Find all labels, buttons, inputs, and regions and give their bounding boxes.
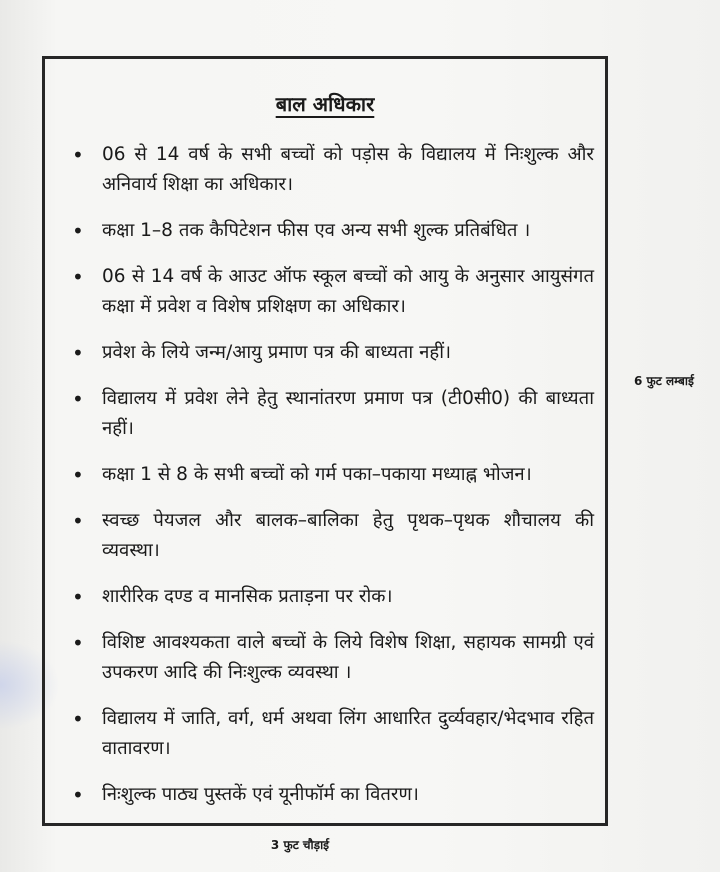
list-item <box>72 780 594 810</box>
bullet-icon: • <box>72 509 84 533</box>
bullet-icon: • <box>72 585 84 609</box>
list-item-text: 06 से 14 वर्ष के आउट ऑफ स्कूल बच्चों को आयु के अनुसार आयुसंगत कक्षा में प्रवेश व विशेष प्रशिक्षण का अधिकार। <box>102 266 594 317</box>
list-item <box>72 628 594 688</box>
list-item <box>72 140 594 200</box>
bullet-icon: • <box>72 219 84 243</box>
list-item <box>72 216 594 246</box>
list-item-text: विशिष्ट आवश्यकता वाले बच्चों के लिये विशेष शिक्षा, सहायक सामग्री एवं उपकरण आदि की निःशुल्क व्यवस्था । <box>102 632 594 683</box>
list-item <box>72 506 594 566</box>
list-item <box>72 704 594 764</box>
bullet-icon: • <box>72 707 84 731</box>
bullet-icon: • <box>72 783 84 807</box>
bullet-icon: • <box>72 631 84 655</box>
list-item-text: निःशुल्क पाठ्य पुस्तकें एवं यूनीफॉर्म का वितरण। <box>102 784 419 805</box>
page-title-text: बाल अधिकार <box>275 92 375 116</box>
list-item-text: कक्षा 1–8 तक कैपिटेशन फीस एव अन्य सभी शुल्क प्रतिबंधित । <box>102 220 531 241</box>
bullet-icon: • <box>72 143 84 167</box>
list-item-text: विद्यालय में जाति, वर्ग, धर्म अथवा लिंग आधारित दुर्व्यवहार/भेदभाव रहित वातावरण। <box>102 708 594 759</box>
list-item-text: प्रवेश के लिये जन्म/आयु प्रमाण पत्र की बाध्यता नहीं। <box>102 342 452 363</box>
list-item-text: 06 से 14 वर्ष के सभी बच्चों को पड़ोस के विद्यालय में निःशुल्क और अनिवार्य शिक्षा का अधिकार। <box>102 144 594 195</box>
bullet-icon: • <box>72 463 84 487</box>
list-item <box>72 384 594 444</box>
list-item-text: शारीरिक दण्ड व मानसिक प्रताड़ना पर रोक। <box>102 586 393 607</box>
bullet-icon: • <box>72 341 84 365</box>
list-item <box>72 460 594 490</box>
height-dimension-note: 6 फुट लम्बाई <box>634 374 694 388</box>
rights-list <box>72 140 594 826</box>
list-item <box>72 582 594 612</box>
page-title <box>0 90 650 117</box>
list-item-text: स्वच्छ पेयजल और बालक–बालिका हेतु पृथक–पृथक शौचालय की व्यवस्था। <box>102 510 594 561</box>
list-item <box>72 262 594 322</box>
bullet-icon: • <box>72 387 84 411</box>
width-dimension-note: 3 फुट चौड़ाई <box>270 838 330 852</box>
list-item <box>72 338 594 368</box>
bullet-icon: • <box>72 265 84 289</box>
list-item-text: कक्षा 1 से 8 के सभी बच्चों को गर्म पका–पकाया मध्याह्न भोजन। <box>102 464 532 485</box>
list-item-text: विद्यालय में प्रवेश लेने हेतु स्थानांतरण प्रमाण पत्र (टी0सी0) की बाध्यता नहीं। <box>102 388 594 439</box>
